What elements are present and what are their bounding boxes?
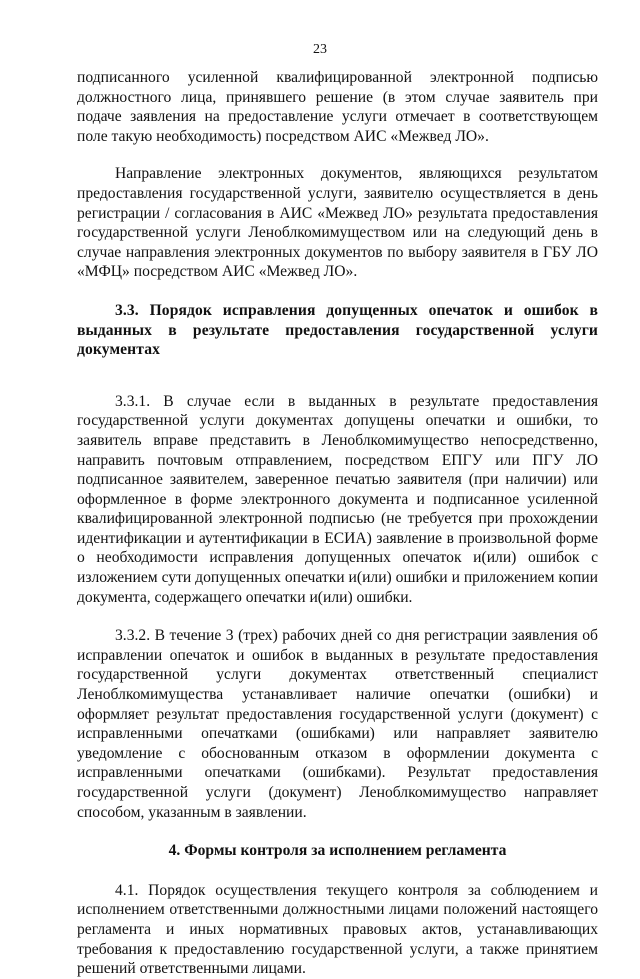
paragraph-4-1: 4.1. Порядок осуществления текущего контроля за соблюдением и исполнением ответственными должностными лицами положений настоящего регламента и иных нормативных правовых актов, устанавливающих требования к предоставлению государственной услуги, а также принятием решений ответственными лицами. — [77, 881, 598, 978]
section-heading-4: 4. Формы контроля за исполнением регламента — [168, 842, 507, 860]
paragraph-3-3-1: 3.3.1. В случае если в выданных в результате предоставления государственной услуги документах допущены опечатки и ошибки, то заявитель вправе представить в Леноблкомимущество непосредственно, направить почтовым отправлением, посредством ЕПГУ или ПГУ ЛО подписанное заявителем, заверенное печатью заявителя (при наличии) или оформленное в форме электронного документа и подписанное усиленной квалифицированной электронной подписью (не требуется при прохождении идентификации и аутентификации в ЕСИА) заявление в произвольной форме о необходимости исправления допущенных опечаток и(или) ошибок с изложением сути допущенных опечатки и(или) ошибки и приложением копии документа, содержащего опечатки и(или) ошибки. — [77, 392, 598, 606]
paragraph-electronic-documents: Направление электронных документов, являющихся результатом предоставления государственной услуги, заявителю осуществляется в день регистрации / согласования в АИС «Межвед ЛО» результата предоставления государственной услуги Леноблкомимуществом или на следующий день в случае направления электронных документов по выбору заявителя в ГБУ ЛО «МФЦ» посредством АИС «Межвед ЛО». — [77, 165, 598, 281]
section-heading-3-3: 3.3. Порядок исправления допущенных опечаток и ошибок в выданных в результате предоставления государственной услуги документах — [77, 301, 598, 359]
paragraph-continuation: подписанного усиленной квалифицированной электронной подписью должностного лица, принявшего решение (в этом случае заявитель при подаче заявления на предоставление услуги отмечает в соответствующем поле такую необходимость) посредством АИС «Межвед ЛО». — [77, 69, 598, 145]
document-body — [77, 68, 598, 979]
page-number: 23 — [313, 42, 327, 57]
paragraph-3-3-2: 3.3.2. В течение 3 (трех) рабочих дней со дня регистрации заявления об исправлении опечаток и ошибок в выданных в результате предоставления государственной услуги документах ответственный специалист Леноблкомимущества устанавливает наличие опечатки (ошибки) и оформляет результат предоставления государственной услуги (документ) с исправленными опечатками (ошибками) или направляет заявителю уведомление с обоснованным отказом в оформлении документа с исправленными опечатками (ошибками). Результат предоставления государственной услуги (документ) Леноблкомимущество направляет способом, указанным в заявлении. — [77, 627, 598, 821]
